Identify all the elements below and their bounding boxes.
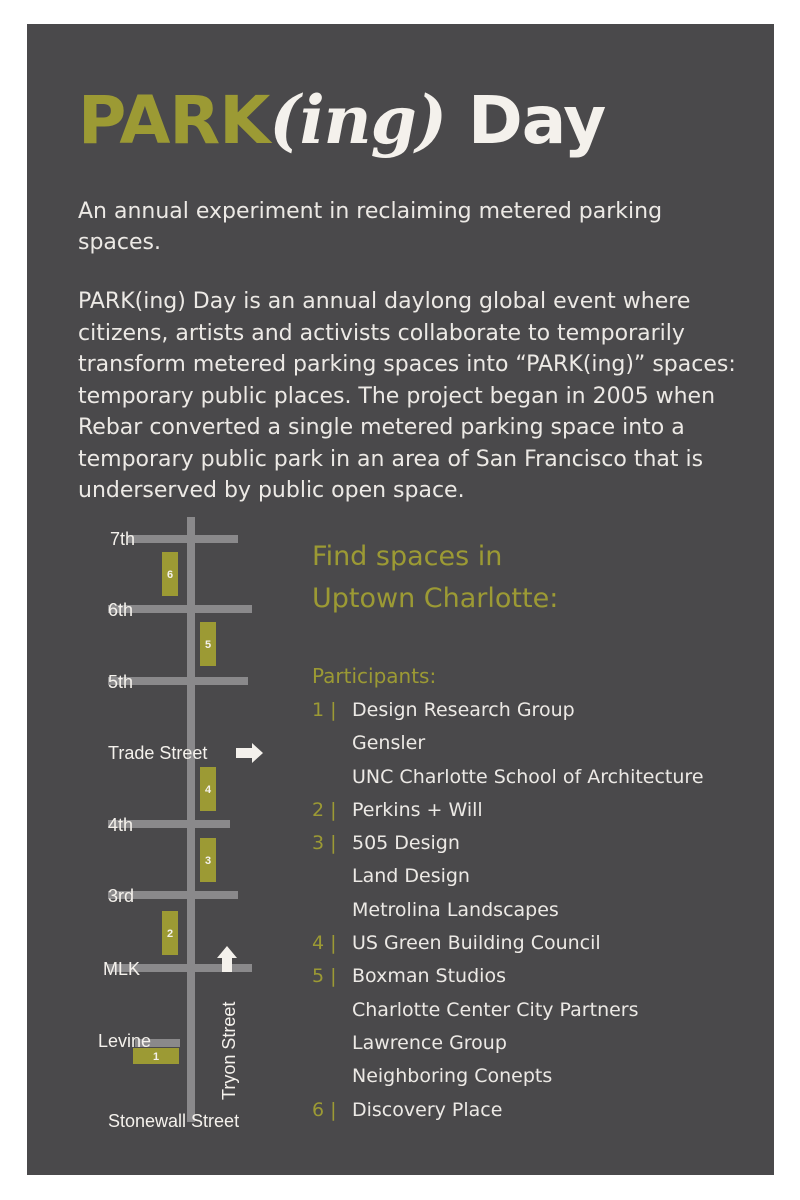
street-label-7th: 7th xyxy=(110,529,136,549)
title-park: PARK xyxy=(78,82,270,159)
title-ing: (ing) xyxy=(269,81,447,159)
participant-name: Discovery Place xyxy=(352,1098,503,1121)
description: PARK(ing) Day is an annual daylong global event where citizens, artists and activists collaborate to temporarily transform metered parking spaces into “PARK(ing)” spaces: temporary public places. The project began in 2005 when Rebar converted a single metered parking space into a temporary public park in an area of San Francisco that is underserved by public open space. xyxy=(78,289,736,503)
street-label-4th: 4th xyxy=(108,815,134,835)
participant-number: 5 | xyxy=(312,965,337,988)
trade-street-arrow-icon xyxy=(236,743,263,763)
title-day: Day xyxy=(446,82,606,159)
spot-label-5: 5 xyxy=(204,639,212,651)
participant-name: Lawrence Group xyxy=(352,1031,507,1054)
participant-name: Gensler xyxy=(352,732,426,755)
participant-name: Land Design xyxy=(352,865,470,888)
participant-number: 2 | xyxy=(312,798,337,821)
participant-name: Metrolina Landscapes xyxy=(352,898,559,921)
participant-name: Charlotte Center City Partners xyxy=(352,998,639,1021)
participant-name: UNC Charlotte School of Architecture xyxy=(352,765,704,788)
participant-number: 3 | xyxy=(312,832,337,855)
spot-label-6: 6 xyxy=(166,569,174,581)
participant-name: Neighboring Conepts xyxy=(352,1065,553,1088)
spot-label-2: 2 xyxy=(166,928,174,940)
find-line-2: Uptown Charlotte: xyxy=(312,583,559,614)
tagline: An annual experiment in reclaiming metered parking spaces. xyxy=(78,199,663,255)
spot-label-3: 3 xyxy=(204,855,212,867)
participant-name: Perkins + Will xyxy=(352,798,483,821)
spot-label-4: 4 xyxy=(204,784,212,796)
street-label-stonewall: Stonewall Street xyxy=(108,1111,240,1131)
participant-number: 1 | xyxy=(312,699,337,721)
participant-name: Boxman Studios xyxy=(352,965,506,988)
street-label-trade: Trade Street xyxy=(108,743,208,763)
participant-number: 6 | xyxy=(312,1098,337,1121)
street-label-3rd: 3rd xyxy=(108,886,135,906)
participant-name: 505 Design xyxy=(352,832,460,855)
participant-name: Design Research Group xyxy=(352,699,575,721)
street-label-6th: 6th xyxy=(108,600,134,620)
street-label-levine: Levine xyxy=(98,1031,152,1051)
participants-label: Participants: xyxy=(312,664,437,688)
find-line-1: Find spaces in xyxy=(312,541,503,572)
participant-number: 4 | xyxy=(312,932,337,955)
participant-name: US Green Building Council xyxy=(352,932,601,955)
street-label-5th: 5th xyxy=(108,672,134,692)
street-label-tryon: Tryon Street xyxy=(219,1001,239,1100)
spot-label-1: 1 xyxy=(152,1051,160,1063)
street-label-mlk: MLK xyxy=(103,959,141,979)
